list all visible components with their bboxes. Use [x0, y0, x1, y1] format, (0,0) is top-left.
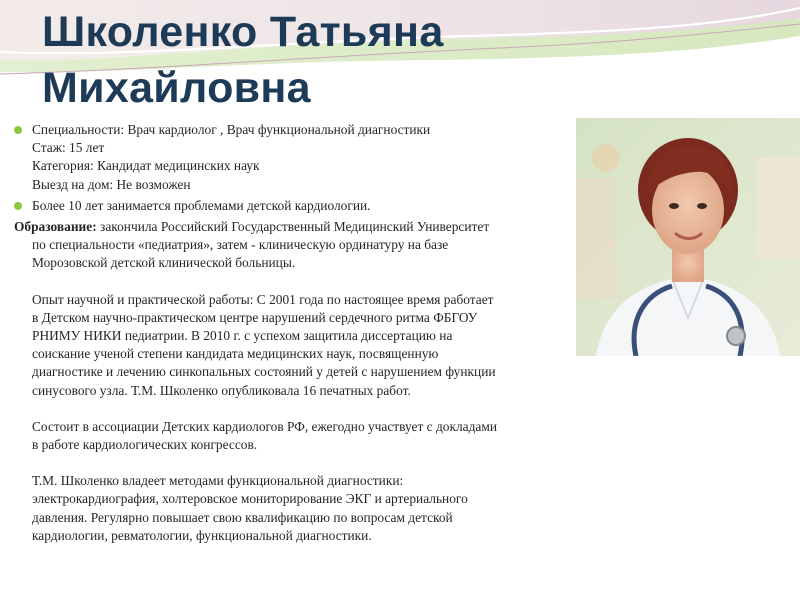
- research-text: диагностике и лечению синкопальных состояний у детей с нарушением функции: [32, 364, 496, 380]
- content-body: [14, 121, 574, 545]
- summary-text: Более 10 лет занимается проблемами детской кардиологии.: [32, 197, 371, 213]
- education-text: закончила Российский Государственный Медицинский Университет: [96, 219, 490, 235]
- bullet-dot-icon: [14, 202, 22, 210]
- list-item: [14, 197, 574, 215]
- research-text: Опыт научной и практической работы: С 2001 года по настоящее время работает: [32, 291, 494, 307]
- bullet-dot-icon: [14, 126, 22, 134]
- research-text: РНИМУ НИКИ педиатрии. В 2010 г. с успехом защитила диссертацию на: [32, 328, 453, 344]
- methods-text: давления. Регулярно повышает свою квалификацию по вопросам детской: [32, 509, 453, 525]
- list-item: [14, 121, 574, 194]
- association-text: в работе кардиологических конгрессов.: [32, 437, 258, 453]
- research-text: в Детском научно-практическом центре нарушений сердечного ритма ФБГОУ: [32, 309, 478, 325]
- category-text: Категория: Кандидат медицинских наук: [32, 158, 260, 174]
- methods-text: электрокардиография, холтеровское мониторирование ЭКГ и артериального: [32, 491, 468, 507]
- education-text: Морозовской детской клинической больницы.: [32, 255, 296, 271]
- education-label: Образование:: [14, 219, 97, 235]
- education-text: по специальности «педиатрия», затем - клиническую ординатуру на базе: [32, 237, 449, 253]
- specialty-text: Специальности: Врач кардиолог , Врач функциональной диагностики: [32, 122, 431, 137]
- doctor-portrait-photo: [576, 118, 800, 356]
- education-section: [14, 218, 574, 545]
- research-text: синусового узла. Т.М. Школенко опубликовала 16 печатных работ.: [32, 382, 411, 398]
- association-text: Состоит в ассоциации Детских кардиологов РФ, ежегодно участвует с докладами: [32, 418, 498, 434]
- methods-text: Т.М. Школенко владеет методами функциональной диагностики:: [32, 473, 404, 489]
- page-title: Школенко Татьяна Михайловна: [42, 8, 444, 112]
- methods-text: кардиологии, ревматологии, функциональной диагностики.: [32, 527, 372, 543]
- experience-years-text: Стаж: 15 лет: [32, 140, 105, 156]
- research-text: соискание ученой степени кандидата медицинских наук, посвященную: [32, 346, 439, 362]
- home-visit-text: Выезд на дом: Не возможен: [32, 176, 191, 192]
